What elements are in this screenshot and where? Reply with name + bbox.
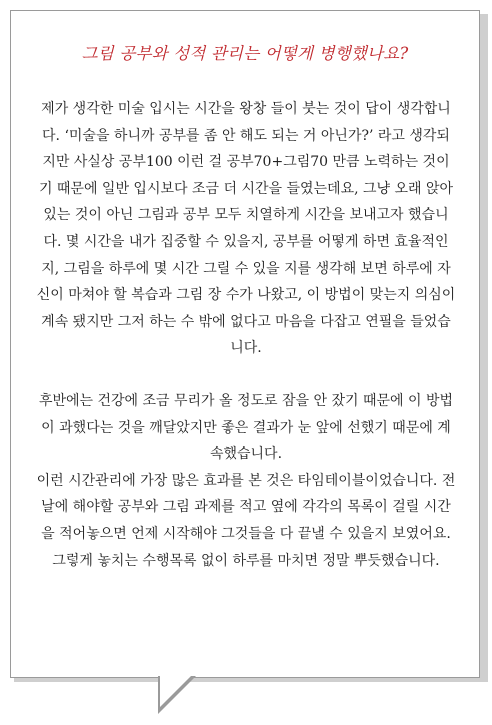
paragraph-spacer	[36, 362, 456, 388]
speech-bubble-tail-fill	[160, 674, 193, 707]
answer-paragraph-2: 후반에는 건강에 조금 무리가 올 정도로 잠을 안 잤기 때문에 이 방법이 과했다는 것을 깨달았지만 좋은 결과가 눈 앞에 선했기 때문에 계속했습니다.	[38, 392, 454, 463]
question-title: 그림 공부와 성적 관리는 어떻게 병행했나요?	[81, 44, 409, 63]
answer-paragraph-1: 제가 생각한 미술 입시는 시간을 왕창 들이 붓는 것이 답이 생각합니다. ‘미술을 하니까 공부를 좀 안 해도 되는 거 아닌가?’ 라고 생각되지만 사실상 공부100 이런 걸 공부70+그림70 만큼 노력하는 것이기 때문에 일반 입시보다 조금 더 시간을 들였는데요, 그냥 오래 앉아 있는 것이 아닌 그림과 공부 모두 치열하게 시간을 보내고자 했습니다. 몇 시간을 내가 집중할 수 있을지, 공부를 어떻게 하면 효율적인 지, 그림을 하루에 몇 시간 그릴 수 있을 지를 생각해 보면 하루에 자신이 마쳐야 할 복습과 그림 장 수가 나왔고, 이 방법이 맞는지 의심이 계속 됐지만 그저 하는 수 밖에 없다고 마음을 다잡고 연필을 들었습니다.	[36, 101, 456, 357]
answer-paragraph-3: 이런 시간관리에 가장 많은 효과를 본 것은 타임테이블이었습니다. 전날에 해야할 공부와 그림 과제를 적고 옆에 각각의 목록이 걸릴 시간을 적어놓으면 언제 시작해야 그것들을 다 끝낼 수 있을지 보였어요. 그렇게 놓치는 수행목록 없이 하루를 마치면 정말 뿌듯했습니다.	[36, 472, 456, 569]
answer-text	[36, 96, 456, 574]
